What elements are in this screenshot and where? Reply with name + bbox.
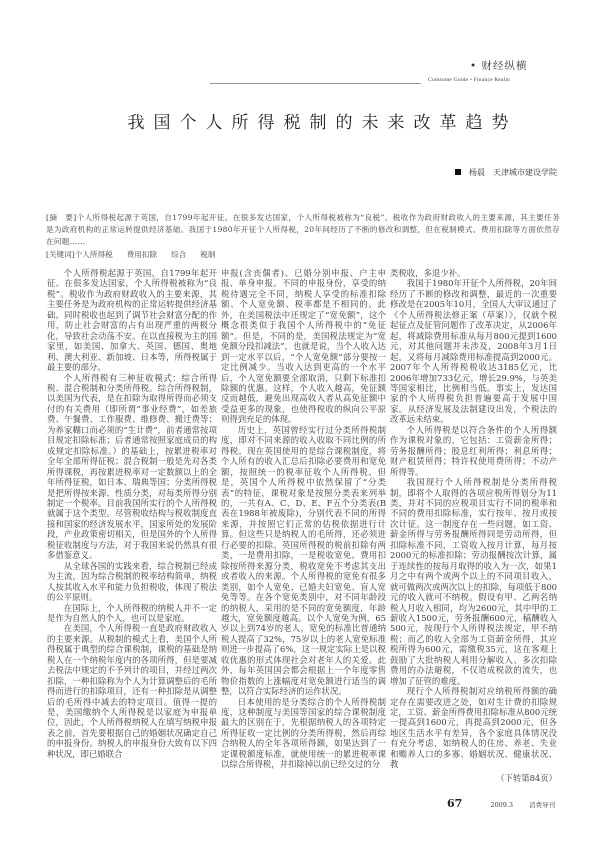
paragraph: 日本使用的是分类综合的个人所得税制度，这种制度与美国等国家的综合课税制度最大的区别在于，先根据纳税人的各项特定所得征收一定比例的分类所得税，然后再综合纳税人的全年各项所得额，如果达到了一定课税额度标准，就使用统一的累进税率课以综合所得税，并扣除掉以前已经交过的分 (221, 696, 386, 770)
abstract: [摘 要]个人所得税起源于英国，自1799年起开征。在很多发达国家，个人所得税被称为“良税”。税收作为政府财政收入的主要来源，其主要任务是为政府机构的正常运转提供经济基础。我国于1980年开征个人所得税，20年间经历了不断的修改和调整，但在税制模式、费用扣除等方面依然存在问题…… (46, 213, 560, 246)
paragraph: 个人所得税有三种征收模式：综合所得税、混合税制和分类所得税。综合所得税制，以美国为代表，是在扣除为取得所得而必须支付的有关费用（即所谓“事业经费”，如差旅费、午餐费、工作服费、维修费、搬迁费等；为养家糊口而必须的“生计费”，前者通常按项目规定扣除标准；后者通常按照家庭成员的构成规定扣除标准。）的基础上，按累进税率对全年全部所得征税；混合税制一般是先对各类所得课税，再按累进税率对一定数额以上的全年所得征税，如日本、瑞典等国；分类所得税是把所得按来源、性质分类，对每类所得分别制定一个税率。目前我国所实行的个人所得税就属于这个类型。尽管税收结构与税收制度直接和国家的经济发展水平，国家所处的发展阶段，产业政策密切相关，但是国外的个人所得税征收制度与方法，对于我国来说仍然具有很多借鉴意义。 (47, 372, 217, 561)
keyword: 税制 (200, 250, 216, 259)
body-columns (47, 268, 557, 783)
continued-note: （下转第84页） (496, 772, 557, 783)
abstract-block (46, 212, 560, 261)
article-body (47, 268, 557, 810)
paragraph: 申报(含丧偶者)、已婚分别申报、户主申报、单身申报。不同的申报身份，享受的纳税待遇完全不同，纳税人享受的标准扣除额、个人宽免额、税率都是不相同的。此外，在美国税法中还规定了“宽免额”，这个概念很类似于我国个人所得税中的“免征额”。但是，不同的是，美国税法规定为“宽免额分段扣减法”，也就是说，当个人收入达到一定水平以后，“个人宽免额”部分要按一定比例减少。当收入达到更高的一个水平后，个人宽免额要全部取消，只剩下标准扣除额的优惠。这样，个人收入越高，免征额反而越低，避免出现高收入者从高免征额中受益更多的现象，也使得税收的纵向公平原则得到充足的体现。 (221, 268, 386, 425)
author-text: 杨晨 天津城市建设学院 (469, 168, 557, 177)
paragraph: 我国于1980年开征个人所得税，20年间经历了不断的修改和调整，最近的一次重要修改是在2005年10月，全国人大审议通过了《个人所得税法修正案（草案）》，仅就个税起征点及征管问题作了改革决定，从2006年起，将减除费用标准从每月800元提到1600元，对其他问题并未涉及，2008年3月1日起，又将每月减除费用标准提高到2000元。2007年个人所得税税收达3185亿元，比2006年增加733亿元，增长29.9%，与英美等国家相比，比例相当低。事实上，发达国家的个人所得税负担普遍要高于发展中国家。从经济发展及法制建设出发，个税法的改革远未结束。 (390, 278, 557, 425)
section-label: • 财经纵横 (470, 60, 528, 72)
keyword: 费用扣除 (126, 250, 158, 259)
journal-name: 消费导刊 (529, 801, 556, 810)
keyword: 综合 (171, 250, 187, 259)
paragraph: 类税收，多退少补。 (390, 268, 466, 278)
body-column-1 (47, 268, 217, 759)
paragraph: 我国现行个人所得税制是分类所得税制，即将个人取得的各项应税所得划分为11类，并对不同的应税项目实行不同的税率和不同的费用扣除标准，实行按年、按月或按次计征。这一制度存在一些问题，如工资、薪金所得与劳务报酬所得同是劳动所得，但扣除标准不同，工资收入按月计算，每月按2000元的标准扣除；劳动报酬按次计算，属于连续性的按每月取得的收入为一次，如果1月之中有两个或两个以上的不同项目收入，就可做两次或两次以上的扣除，每项低于800元的收入就可不纳税。假设有甲、乙两名纳税人月收入相同，均为2600元，其中甲的工薪收入1500元，劳务报酬600元，稿酬收入500元，按现行个人所得税法规定，甲不纳税；而乙的收入全部为工资薪金所得，其应税所得为600元，需缴税35元，这在客观上鼓励了大批纳税人利用分解收入、多次扣除费用的办法避税，不仅造成税款的流失，也增加了征管的难度。 (390, 477, 557, 686)
page-number: 67 (447, 797, 463, 811)
page-footer (47, 797, 557, 810)
header-rule (210, 83, 421, 84)
paragraph: 历史上，英国曾经实行过分类所得税制度，即对不同来源的收入收取不同比例的所得税。现在英国使用的是综合课税制度，将个人所有的收入汇总后扣除必要费用和宽免额，按照统一的税率征收个人所得税。但是，英国个人所得税中依然保留了“分类表”的特征，课税对象是按照分类表来列举的，一共有A、C、D、E、F五个分类表(B表在1988年被废除)，分别代表不同的所得来源，并按照它们正常的估税依据进行计算。但这些只是纳税人的毛所得，还必须进行必要的扣除。英国所得税的税前扣除有两类，一是费用扣除，一是税收宽免。费用扣除按所得来源分类，税收宽免不考虑其支出或者收入的来源。个人所得税的宽免有很多类别，如个人宽免、已婚夫妇宽免、盲人宽免等等。在各个宽免类别中，对不同年龄段的纳税人，采用的是不同的宽免额度，年龄越大，宽免额度越高。以个人宽免为例，65岁以上到74岁的老人，宽免的标准比普通纳税人提高了32%，75岁以上的老人宽免标准则进一步提高了6%，这一规定实际上是以税收优惠的形式体现社会对老年人的关爱。此外，每年英国国会都会根据上一个年度零售物价指数的上涨幅度对宽免额进行适当的调整，以符合实际经济的运作状况。 (221, 424, 386, 697)
body-column-3 (390, 268, 557, 783)
keywords (46, 249, 560, 261)
keywords-label: [关键词] (46, 250, 75, 259)
square-bullet-icon (455, 169, 461, 175)
paragraph: 个人所得税起源于英国，自1799年起开征。在很多发达国家，个人所得税被称为“良税”。税收作为政府财政收入的主要来源，其主要任务是为政府机构的正常运转提供经济基础。同时税收也起到了调节社会财富分配的作用，防止社会财富的占有出现严重的两极分化，导致社会动荡不安。在以直接税为主的国家里，如美国、加拿大、英国、德国、奥地利、澳大利亚、新加坡、日本等，所得税属于最主要的部分。 (47, 268, 217, 373)
paragraph: 现行个人所得税制对应纳税所得额的确定存在需要改进之处，如对生计费的扣除规定，工资、薪金所得费用扣除标准从800元统一提高到1600元，再提高到2000元，但各地区生活水平有差异，各个家庭具体情况没有充分考虑，如纳税人的住房、养老、失业和赡养人口的多寡、婚姻状况、健康状况、教 (390, 686, 557, 770)
section-label-english: Comsume Guide • Finance Realm (428, 77, 511, 83)
article-title: 我国个人所得税制的未来改革趋势 (127, 113, 518, 133)
body-column-2 (221, 268, 386, 770)
author-line (455, 167, 557, 178)
keyword: 个人所得税 (74, 250, 113, 259)
paragraph: 在美国，个人所得税一直是政府财政收入的主要来源。从税制的模式上看，美国个人所得税属于典型的综合课税制，课税的基础是纳税人在一个纳税年度内的各项所得，但是要减去税法中规定的不予列计的项目，并经过两次扣除，一种扣除称为个人为计算调整后的毛所得而进行的扣除项目，还有一种扣除是从调整后的毛所得中减去的特定项目。值得一提的是，美国缴纳个人所得税是以家庭为申报单位，因此，个人所得税纳税人在填写纳税申报表之前，首先要根据自己的婚姻状况确定自己的申报身份。纳税人的申报身份大致有以下四种状况，即已婚联合 (47, 623, 217, 759)
issue-date: 2009.3 (490, 801, 514, 810)
paragraph: 个人所得税是以符合条件的个人所得额作为课税对象的，它包括：工资薪金所得；劳务报酬所得；股息红利所得；利息所得；财产租赁所得；特许权使用费所得；不动产所得等。 (390, 424, 557, 477)
paragraph: 在国际上，个人所得税的纳税人并不一定是作为自然人的个人，也可以是家庭。 (47, 602, 217, 623)
paragraph: 从全球各国的实践来看，综合税制已经成为主流，因为综合税制的税率结构简单，纳税人按其收入水平和能力负担税收，体现了税法的公平原则。 (47, 560, 217, 603)
